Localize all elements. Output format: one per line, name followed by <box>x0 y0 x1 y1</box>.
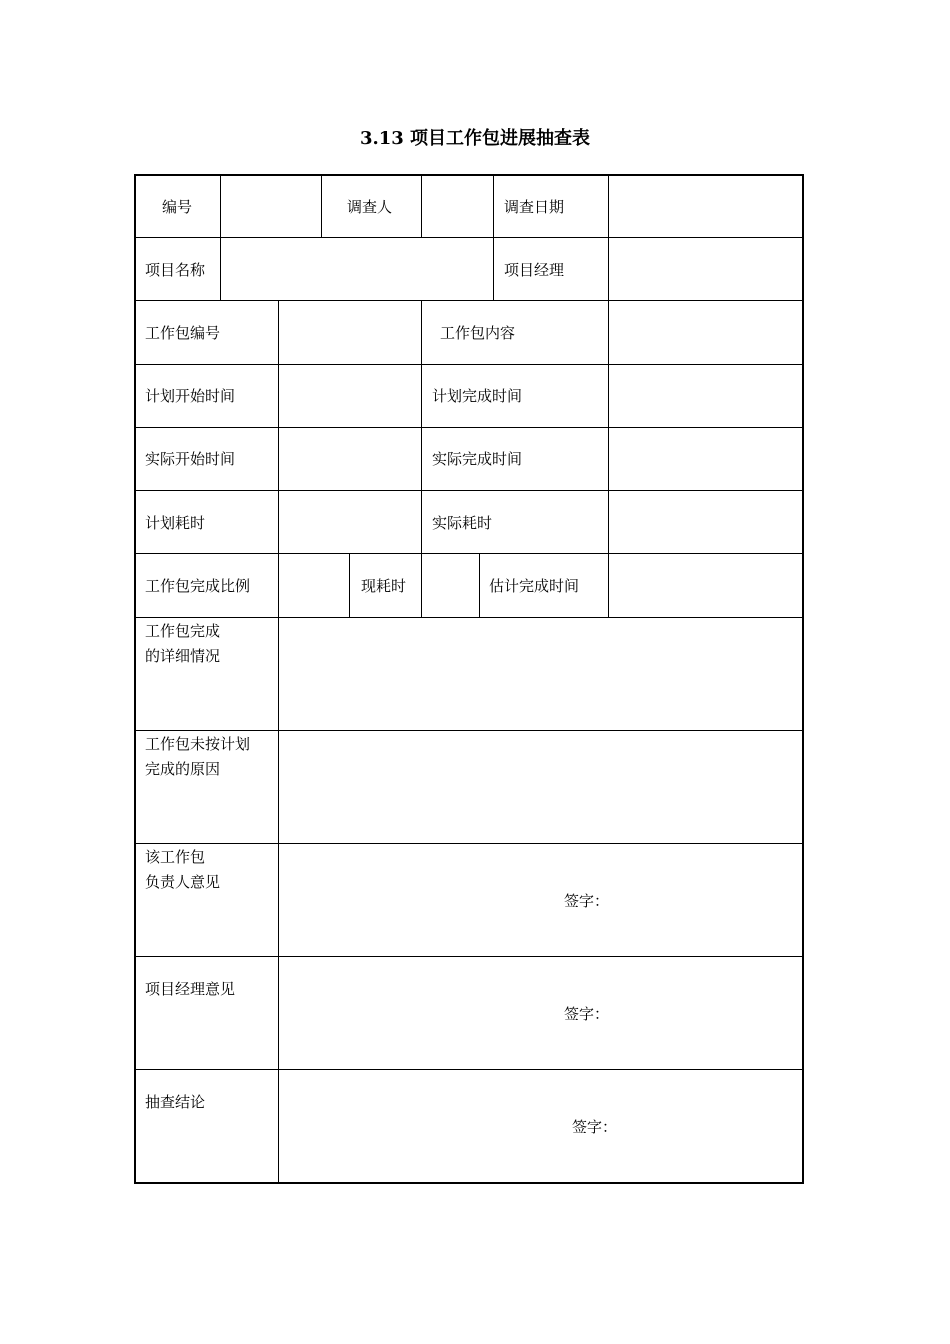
column-divider <box>493 175 494 300</box>
owner-opinion-label-line1: 该工作包 <box>145 848 206 866</box>
conclusion-signature-label: 签字： <box>572 1118 618 1136</box>
project-manager-label: 项目经理 <box>504 261 565 279</box>
project-name-label: 项目名称 <box>145 261 206 279</box>
column-divider <box>479 553 480 617</box>
actual-duration-label: 实际耗时 <box>432 514 493 532</box>
reasons-label-line2: 完成的原因 <box>145 760 221 778</box>
owner-opinion-label-line2: 负责人意见 <box>145 873 221 891</box>
column-divider <box>608 175 609 300</box>
current-duration-label: 现耗时 <box>361 577 407 595</box>
column-divider <box>421 300 422 617</box>
planned-start-label: 计划开始时间 <box>145 387 236 405</box>
owner-signature-label: 签字： <box>564 892 610 910</box>
package-content-label: 工作包内容 <box>440 324 516 342</box>
row-divider <box>135 237 803 238</box>
row-divider <box>135 843 803 844</box>
row-divider <box>135 1069 803 1070</box>
survey-date-label: 调查日期 <box>504 198 565 216</box>
pm-opinion-label: 项目经理意见 <box>145 980 236 998</box>
column-divider <box>220 175 221 300</box>
details-label-line1: 工作包完成 <box>145 622 221 640</box>
id-label: 编号 <box>162 198 193 216</box>
column-divider <box>321 175 322 237</box>
actual-finish-label: 实际完成时间 <box>432 450 523 468</box>
pm-signature-label: 签字： <box>564 1005 610 1023</box>
conclusion-label: 抽查结论 <box>145 1093 206 1111</box>
column-divider <box>278 300 279 1183</box>
estimated-finish-label: 估计完成时间 <box>489 577 580 595</box>
investigator-label: 调查人 <box>347 198 393 216</box>
completion-ratio-label: 工作包完成比例 <box>145 577 251 595</box>
reasons-label-line1: 工作包未按计划 <box>145 735 251 753</box>
actual-start-label: 实际开始时间 <box>145 450 236 468</box>
planned-finish-label: 计划完成时间 <box>432 387 523 405</box>
row-divider <box>135 617 803 618</box>
row-divider <box>135 427 803 428</box>
row-divider <box>135 490 803 491</box>
column-divider <box>608 300 609 617</box>
row-divider <box>135 956 803 957</box>
column-divider <box>421 175 422 237</box>
row-divider <box>135 553 803 554</box>
row-divider <box>135 300 803 301</box>
package-no-label: 工作包编号 <box>145 324 221 342</box>
planned-duration-label: 计划耗时 <box>145 514 206 532</box>
row-divider <box>135 730 803 731</box>
column-divider <box>349 553 350 617</box>
details-label-line2: 的详细情况 <box>145 647 221 665</box>
row-divider <box>135 364 803 365</box>
form-title: 3.13 项目工作包进展抽查表 <box>359 128 591 149</box>
